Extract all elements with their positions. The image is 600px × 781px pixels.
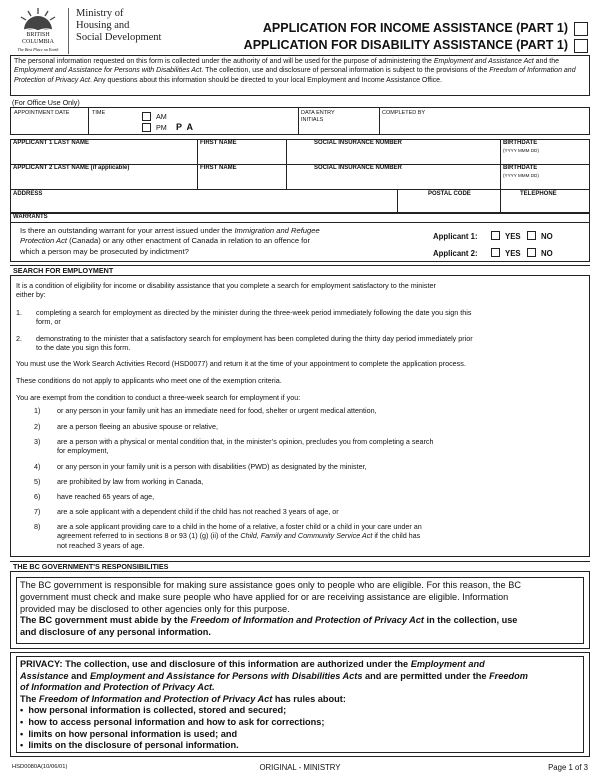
applicant2-yes-checkbox[interactable] — [491, 248, 500, 257]
privacy-line1: PRIVACY: The collection, use and disclosure of this information are authorized under the — [20, 659, 411, 669]
appointment-date-label: APPOINTMENT DATE — [14, 110, 70, 116]
responsibilities-line4: The BC government must abide by the — [20, 615, 191, 626]
ministry-line2: Housing and — [76, 20, 130, 31]
privacy-bullet-3 — [20, 729, 582, 741]
privacy-act3b: of Information and Protection of Privacy Act. — [20, 682, 215, 693]
completed-by-label: COMPLETED BY — [382, 110, 426, 116]
responsibilities-act: Freedom of Information and Protection of Privacy Act — [190, 615, 424, 626]
applicant1-no-checkbox[interactable] — [527, 231, 536, 240]
applicant1-sin-field[interactable] — [288, 148, 498, 163]
bullet-icon: • — [20, 705, 29, 716]
responsibilities-text — [20, 580, 582, 639]
responsibilities-line3: provided may be disclosed to other agencies only for this purpose. — [20, 603, 290, 614]
income-checkbox[interactable] — [574, 22, 588, 36]
warrants-heading-line — [10, 222, 590, 223]
time-label: TIME — [92, 110, 106, 116]
exemption5-text: are prohibited by law from working in Canada, — [57, 477, 204, 486]
work-search-record-text: You must use the Work Search Activities Record (HSD0077) and return it at the time of your appointment to complete the application process. — [16, 359, 466, 368]
office-divider-1 — [88, 107, 89, 135]
privacy-bullet-3-text: limits on how personal information is used; and — [28, 728, 238, 739]
applicant2-warrant-label: Applicant 2: — [433, 249, 478, 258]
data-entry-label: DATA ENTRY — [301, 110, 335, 116]
intro-part2: . The collection, use and disclosure of personal information is subject to the provisions of the — [201, 67, 490, 75]
applicant1-sin-label: SOCIAL INSURANCE NUMBER — [314, 140, 402, 146]
grid-line-2 — [10, 189, 590, 190]
ministry-line1: Ministry of — [76, 8, 124, 19]
org-tagline: The Best Place on Earth — [17, 47, 59, 52]
privacy-line2-and: and — [68, 670, 90, 681]
exemption4-text: or any person in your family unit is a person with disabilities (PWD) as designated by the minister, — [57, 462, 367, 471]
privacy-line2: and are permitted under the — [362, 670, 490, 681]
warrants-q2: (Canada) or any other enactment of Canada in relation to an offence for — [67, 236, 311, 246]
applicant2-yes-label: YES — [505, 249, 521, 258]
disability-checkbox[interactable] — [574, 39, 588, 53]
exemption7-number: 7) — [34, 507, 41, 516]
applicant2-first-field[interactable] — [199, 173, 284, 188]
exemption6-number: 6) — [34, 492, 41, 501]
ministry-name — [76, 8, 161, 44]
exemption3-text — [57, 437, 587, 456]
applicant1-first-field[interactable] — [199, 148, 284, 163]
option1-text — [36, 308, 588, 327]
privacy-act1b: Assistance — [20, 670, 69, 681]
pm-checkbox[interactable] — [142, 123, 151, 132]
responsibilities-line4-end: in the collection, use — [423, 615, 518, 626]
applicant1-yes-label: YES — [505, 232, 521, 241]
org-line2: COLUMBIA — [21, 39, 54, 45]
completed-by-field[interactable] — [382, 118, 586, 133]
exemption3-line2: for employment, — [57, 446, 109, 456]
exemption8-line2-end: if the child has — [372, 531, 421, 541]
privacy-act3: Freedom — [489, 670, 528, 681]
office-divider-2 — [298, 107, 299, 135]
intro-text — [14, 57, 588, 85]
bullet-icon: • — [20, 716, 29, 727]
applicant2-first-label: FIRST NAME — [200, 165, 237, 171]
exemption2-text: are a person fleeing an abusive spouse or relative, — [57, 422, 219, 431]
applicant2-birthdate-label: BIRTHDATE — [503, 165, 538, 171]
grid-col-postal — [397, 189, 398, 213]
postal-code-field[interactable] — [399, 198, 498, 212]
applicant2-no-checkbox[interactable] — [527, 248, 536, 257]
applicant2-no-label: NO — [541, 249, 553, 258]
applicant1-no-label: NO — [541, 232, 553, 241]
exemption8-line2: agreement referred to in sections 8 or 93 (1) (g) (ii) of the — [57, 531, 241, 541]
option1-number: 1. — [16, 308, 22, 317]
am-checkbox[interactable] — [142, 112, 151, 121]
privacy-line4: The — [20, 693, 39, 704]
warrants-q1-act: Immigration and Refugee — [234, 226, 320, 235]
search-intro2: either by: — [16, 290, 46, 300]
exemption1-number: 1) — [34, 406, 41, 415]
option1-line2: form, or — [36, 317, 61, 327]
grid-col-sin — [286, 139, 287, 189]
privacy-text — [20, 659, 582, 752]
postal-code-label: POSTAL CODE — [428, 191, 471, 197]
warrants-q3: which a person may be prosecuted by indictment? — [20, 246, 189, 256]
am-label: AM — [156, 112, 167, 121]
warrants-question — [20, 226, 400, 257]
search-heading: SEARCH FOR EMPLOYMENT — [10, 265, 590, 276]
pm-label: PM — [156, 123, 167, 132]
exemption3-line1: are a person with a physical or mental condition that, in the minister’s opinion, precludes you from completing a search — [57, 437, 434, 446]
intro-and: and the — [533, 58, 560, 65]
privacy-bullet-4-text: limits on the disclosure of personal information. — [28, 740, 239, 751]
exemption8-line1: are a sole applicant providing care to a child in the home of a relative, a foster child or a child in your care under an — [57, 522, 422, 531]
applicant2-date-format: (YYYY MMM DD) — [503, 173, 539, 178]
address-field[interactable] — [12, 198, 395, 212]
option2-number: 2. — [16, 334, 22, 343]
applicant2-last-label: APPLICANT 2 LAST NAME (if applicable) — [13, 165, 130, 171]
warrants-q1: Is there an outstanding warrant for your arrest issued under the — [20, 226, 235, 235]
search-intro1: It is a condition of eligibility for income or disability assistance that you complete a search for employment satisfactory to the minister — [16, 281, 436, 290]
bullet-icon: • — [20, 740, 29, 751]
telephone-label: TELEPHONE — [520, 191, 557, 197]
applicant1-warrant-label: Applicant 1: — [433, 232, 478, 241]
exemption-note: These conditions do not apply to applicants who meet one of the exemption criteria. — [16, 376, 282, 385]
intro-part1: The personal information requested on this form is collected under the authority of and will be used for the purpose of administering the — [14, 58, 434, 65]
office-use-heading: (For Office Use Only) — [12, 98, 80, 107]
bc-sun-logo-icon — [14, 6, 62, 32]
intro-act2: Employment and Assistance for Persons with Disabilities Act — [14, 67, 202, 75]
intro-act1: Employment and Assistance Act — [433, 58, 534, 65]
exemption5-number: 5) — [34, 477, 41, 486]
title-disability: APPLICATION FOR DISABILITY ASSISTANCE (PART 1) — [243, 38, 568, 52]
search-intro — [16, 281, 586, 300]
exemption8-line3: not reached 3 years of age. — [57, 540, 145, 550]
bc-logo — [14, 6, 62, 56]
option1-line1: completing a search for employment as directed by the minister during the three-week period immediately following the date you sign this — [36, 308, 472, 317]
applicant2-last-field[interactable] — [12, 173, 195, 188]
initials-label: INITIALS — [301, 117, 324, 123]
copy-designation: ORIGINAL - MINISTRY — [259, 763, 341, 772]
responsibilities-line5: and disclosure of any personal information. — [20, 627, 211, 638]
pa-code: P A — [176, 122, 194, 132]
exemption2-number: 2) — [34, 422, 41, 431]
warrants-q2-act: Protection Act — [20, 236, 67, 246]
applicant2-sin-label: SOCIAL INSURANCE NUMBER — [314, 165, 402, 171]
exemption6-text: have reached 65 years of age, — [57, 492, 155, 501]
exemption-intro: You are exempt from the condition to conduct a three-week search for employment if you: — [16, 393, 301, 402]
page-number: Page 1 of 3 — [548, 763, 588, 772]
appointment-date-field[interactable] — [14, 118, 84, 133]
exemption7-text: are a sole applicant with a dependent child if the child has not reached 3 years of age, or — [57, 507, 339, 516]
responsibilities-line1: The BC government is responsible for making sure assistance goes only to people who are eligible. For this reason, the BC — [20, 580, 521, 590]
org-line1: BRITISH — [26, 32, 50, 38]
form-id: HSD0080A(10/06/01) — [12, 764, 68, 770]
telephone-field[interactable] — [502, 198, 588, 212]
grid-col-birth — [500, 139, 501, 213]
applicant1-birthdate-label: BIRTHDATE — [503, 140, 538, 146]
option2-text — [36, 334, 588, 353]
intro-act3: Freedom of Information and Protection of Privacy Act — [14, 67, 576, 84]
title-income: APPLICATION FOR INCOME ASSISTANCE (PART 1) — [262, 21, 568, 35]
exemption4-number: 4) — [34, 462, 41, 471]
applicant1-first-label: FIRST NAME — [200, 140, 237, 146]
warrants-heading: WARRANTS — [13, 214, 48, 220]
exemption8-number: 8) — [34, 522, 41, 531]
exemption8-act: Child, Family and Community Service Act — [240, 531, 373, 541]
privacy-line4-end: has rules about: — [272, 693, 346, 704]
privacy-bullet-1 — [20, 705, 582, 717]
applicant1-last-label: APPLICANT 1 LAST NAME — [13, 140, 90, 146]
bullet-icon: • — [20, 728, 29, 739]
intro-part3: . Any questions about this information should be directed to your local Employment and Income Assistance Office. — [90, 76, 443, 84]
responsibilities-heading: THE BC GOVERNMENT'S RESPONSIBILITIES — [10, 561, 590, 572]
exemption1-text: or any person in your family unit has an immediate need for food, shelter or urgent medical attention, — [57, 406, 377, 415]
applicant1-last-field[interactable] — [12, 148, 195, 163]
exemption3-number: 3) — [34, 437, 41, 446]
header-divider — [68, 8, 69, 54]
grid-col-first — [197, 139, 198, 189]
office-divider-3 — [379, 107, 380, 135]
ministry-line3: Social Development — [76, 32, 162, 43]
privacy-act4: Freedom of Information and Protection of Privacy Act — [38, 693, 273, 704]
privacy-bullet-4 — [20, 740, 582, 752]
responsibilities-line2: government must check and make sure people who have applied for or are receiving assistance are eligible. Information — [20, 591, 509, 602]
applicant1-yes-checkbox[interactable] — [491, 231, 500, 240]
option2-line1: demonstrating to the minister that a satisfactory search for employment has been completed during the thirty day period immediately prior — [36, 334, 473, 343]
exemption8-text — [57, 522, 587, 550]
privacy-bullet-2-text: how to access personal information and how to ask for corrections; — [28, 716, 325, 727]
privacy-bullet-1-text: how personal information is collected, stored and secured; — [28, 705, 287, 716]
option2-line2: to the date you sign this form. — [36, 343, 131, 353]
privacy-act1: Employment and — [410, 659, 485, 669]
privacy-bullet-2 — [20, 717, 582, 729]
address-label: ADDRESS — [13, 191, 43, 197]
privacy-act2: Employment and Assistance for Persons with Disabilities Acts — [89, 670, 363, 681]
applicant2-sin-field[interactable] — [288, 173, 498, 188]
applicant1-date-format: (YYYY MMM DD) — [503, 148, 539, 153]
